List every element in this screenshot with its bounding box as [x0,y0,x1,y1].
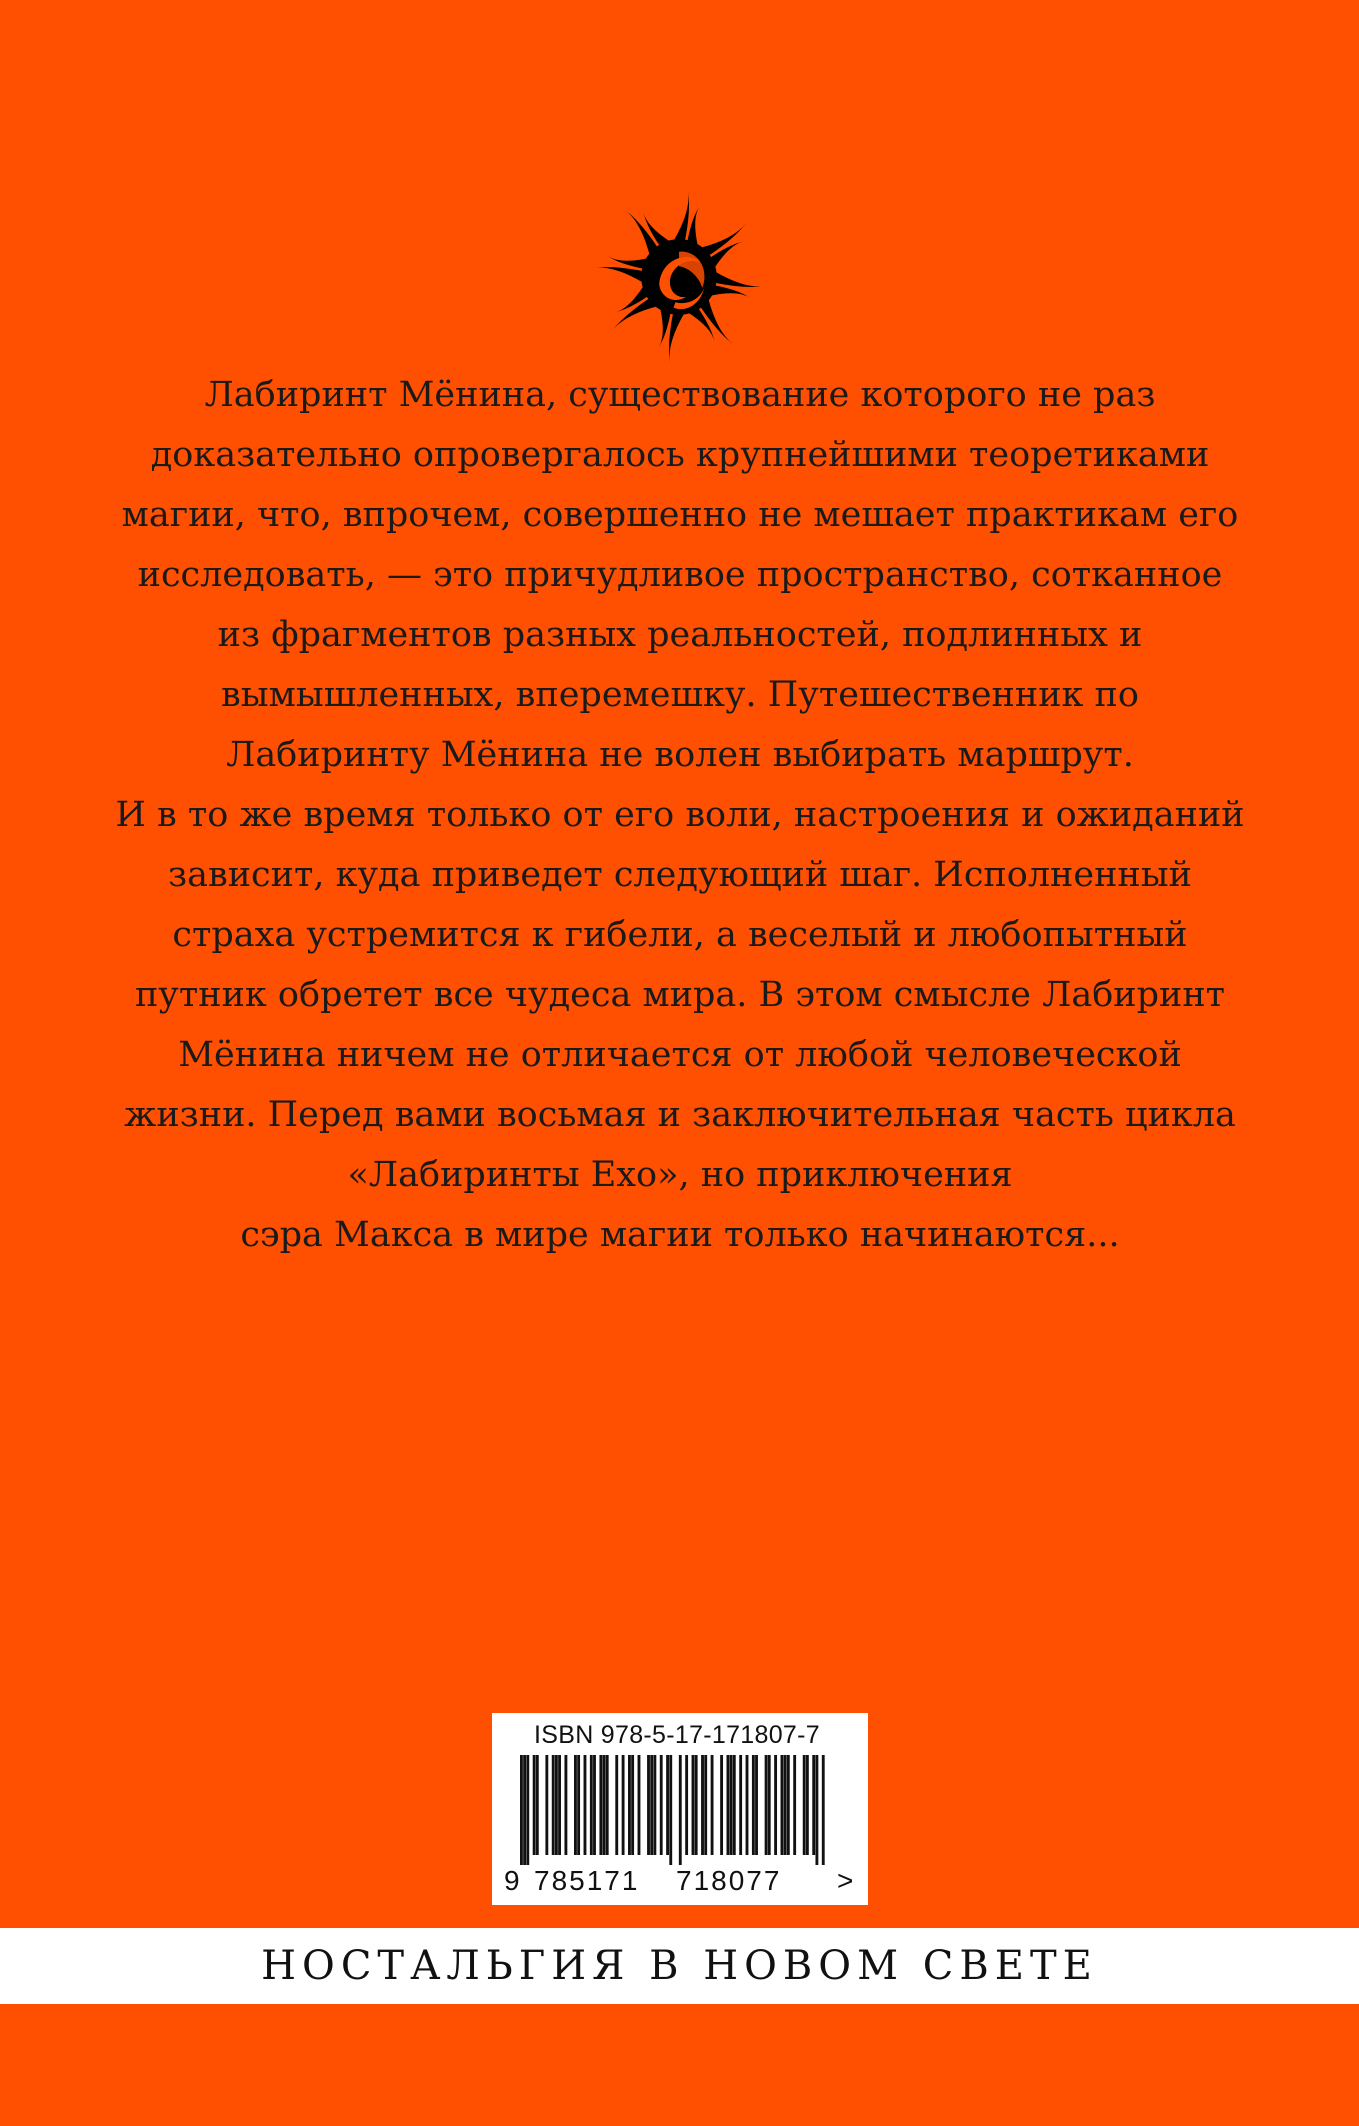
blurb-line: Лабиринт Мёнина, существование которого не раз [204,375,1156,415]
isbn-barcode [492,1713,868,1905]
ean-first-digit: 9 [504,1865,520,1896]
ean-digits [504,1865,864,1899]
blurb-line: исследовать, — это причудливое пространство, сотканное [137,555,1223,595]
blurb-line: доказательно опровергалось крупнейшими теоретиками [150,435,1210,475]
blurb-line: магии, что, впрочем, совершенно не мешает практикам его [121,495,1239,535]
blurb-line: «Лабиринты Ехо», но приключения [347,1155,1013,1195]
annotation-text [95,365,1265,1265]
blurb-line: сэра Макса в мире магии только начинаются... [240,1215,1120,1255]
blurb-line: вымышленных, вперемешку. Путешественник по [221,675,1139,715]
series-title: НОСТАЛЬГИЯ В НОВОМ СВЕТЕ [261,1943,1098,1989]
barcode-icon [520,1755,825,1865]
blurb-line: путник обретет все чудеса мира. В этом смысле Лабиринт [134,975,1226,1015]
blurb-line: И в то же время только от его воли, настроения и ожиданий [115,795,1245,835]
ean-arrow: > [837,1865,854,1896]
blurb-line: зависит, куда приведет следующий шаг. Исполненный [168,855,1192,895]
ean-right-digits: 718077 [676,1865,782,1896]
series-band [0,1928,1359,2004]
blurb-line: страха устремится к гибели, а веселый и любопытный [172,915,1188,955]
blurb-line: из фрагментов разных реальностей, подлинных и [217,615,1143,655]
blurb-line: Мёнина ничем не отличается от любой человеческой [178,1035,1182,1075]
isbn-number: ISBN 978-5-17-171807-7 [534,1721,820,1749]
sun-emblem-icon [589,187,769,367]
ean-left-digits: 785171 [534,1865,640,1896]
blurb-line: Лабиринту Мёнина не волен выбирать маршрут. [226,735,1134,775]
blurb-line: жизни. Перед вами восьмая и заключительная часть цикла [124,1095,1236,1135]
